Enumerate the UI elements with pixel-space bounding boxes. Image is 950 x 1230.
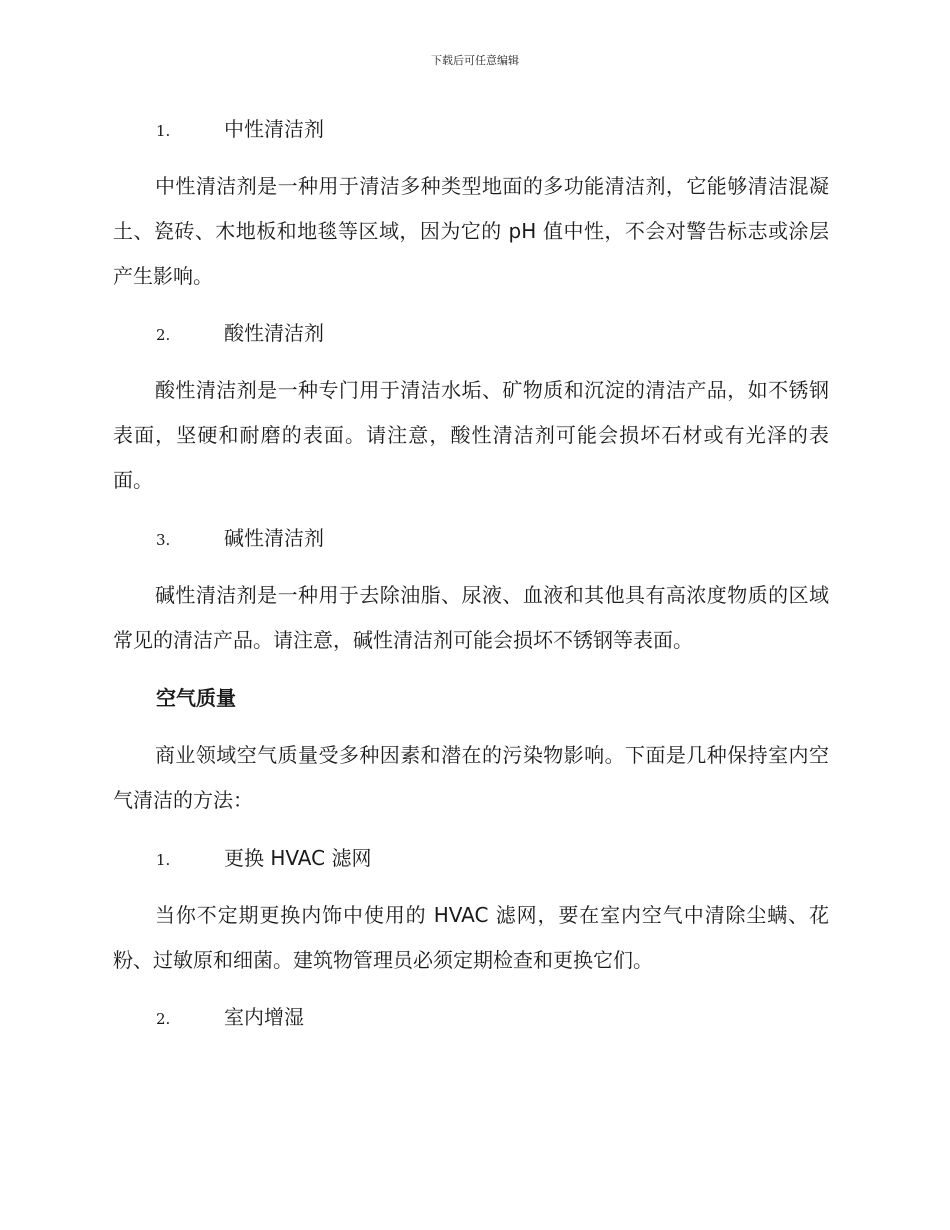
paragraph: 碱性清洁剂是一种用于去除油脂、尿液、血液和其他具有高浓度物质的区域常见的清洁产品。请注意，碱性清洁剂可能会损坏不锈钢等表面。: [113, 583, 829, 652]
list-item-number: 1.: [156, 851, 171, 869]
list-item-title: 碱性清洁剂: [224, 526, 324, 550]
list-item-heading: [156, 525, 324, 551]
paragraph: 商业领域空气质量受多种因素和潜在的污染物影响。下面是几种保持室内空气清洁的方法：: [113, 743, 829, 812]
section-heading: 空气质量: [156, 686, 236, 710]
list-item-number: 2.: [156, 326, 171, 344]
list-item-title: 酸性清洁剂: [224, 321, 324, 345]
paragraph: 当你不定期更换内饰中使用的 HVAC 滤网，要在室内空气中清除尘螨、花粉、过敏原和细菌。建筑物管理员必须定期检查和更换它们。: [113, 903, 829, 972]
list-item-heading: [156, 116, 324, 142]
paragraph: 中性清洁剂是一种用于清洁多种类型地面的多功能清洁剂，它能够清洁混凝土、瓷砖、木地板和地毯等区域，因为它的 pH 值中性，不会对警告标志或涂层产生影响。: [113, 174, 829, 288]
list-item-number: 3.: [156, 531, 171, 549]
list-item-heading: [156, 845, 371, 871]
list-item-title: 室内增湿: [224, 1005, 304, 1029]
list-item-heading: [156, 1004, 304, 1030]
list-item-number: 2.: [156, 1010, 171, 1028]
list-item-title: 更换 HVAC 滤网: [224, 846, 372, 870]
list-item-number: 1.: [156, 122, 171, 140]
paragraph: 酸性清洁剂是一种专门用于清洁水垢、矿物质和沉淀的清洁产品，如不锈钢表面，坚硬和耐磨的表面。请注意，酸性清洁剂可能会损坏石材或有光泽的表面。: [113, 378, 829, 492]
list-item-title: 中性清洁剂: [224, 117, 324, 141]
list-item-heading: [156, 320, 324, 346]
page-header: 下载后可任意编辑: [431, 54, 519, 67]
